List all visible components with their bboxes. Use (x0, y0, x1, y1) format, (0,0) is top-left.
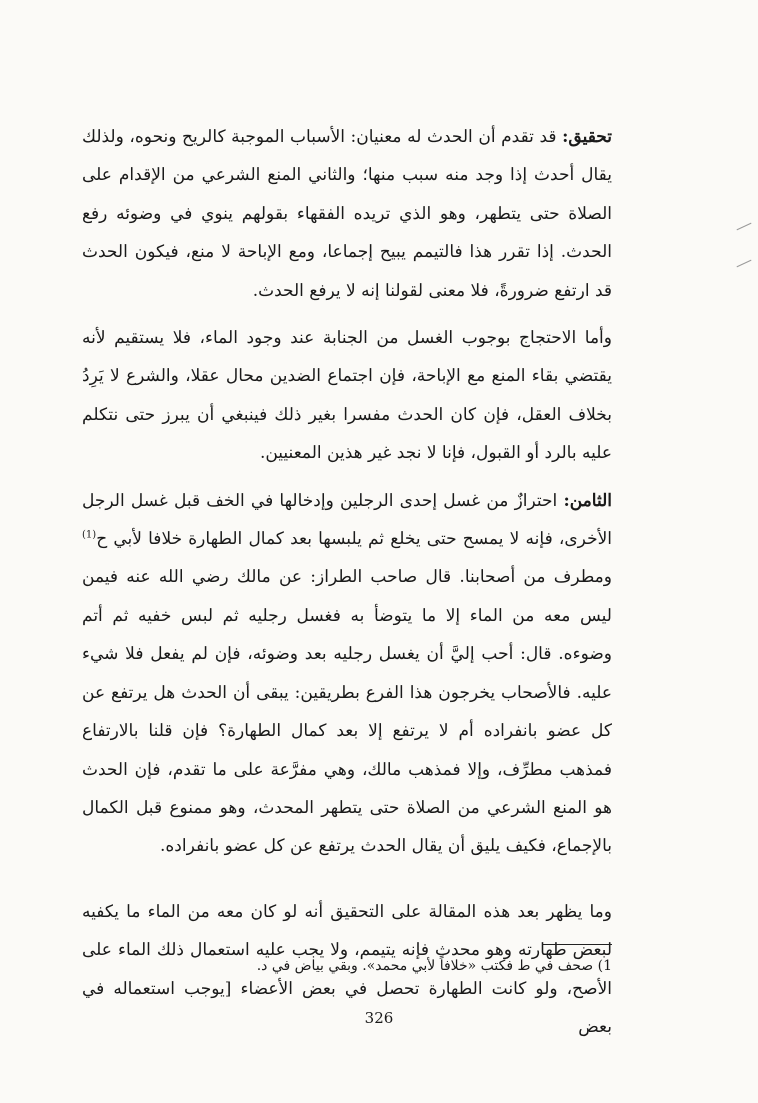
paragraph-text: قد تقدم أن الحدث له معنيان: الأسباب الموجبة كالريح ونحوه، ولذلك يقال أحدث إذا وجد منه سبب منها؛ والثاني المنع الشرعي من الإقدام على الصلاة حتى يتطهر، وهو الذي تريده الفقهاء بقولهم ينوي في وضوئه رفع الحدث. إذا تقرر هذا فالتيمم يبيح إجماعا، ومع الإباحة لا منع، فيكون الحدث قد ارتفع ضرورةً، فلا معنى لقولنا إنه لا يرفع الحدث. (82, 127, 612, 301)
paragraph-lead: تحقيق: (562, 127, 612, 147)
paragraph-text: وما يظهر بعد هذه المقالة على التحقيق أنه لو كان معه من الماء ما يكفيه لبعض طهارته وهو محدث فإنه يتيمم، ولا يجب عليه استعمال ذلك الماء على الأصح، ولو كانت الطهارة تحصل في بعض الأعضاء [يوجب استعماله في بعض (82, 901, 612, 1037)
footnote-divider (542, 944, 612, 945)
page-number: 326 (364, 1009, 394, 1027)
paragraph-text: وأما الاحتجاج بوجوب الغسل من الجنابة عند وجود الماء، فلا يستقيم لأنه يقتضي بقاء المنع مع الإباحة، فإن اجتماع الضدين محال عقلا، والشرع لا يَرِدُ بخلاف العقل، فإن كان الحدث مفسرا بغير ذلك فينبغي أن يبرز حتى نتكلم عليه بالرد أو القبول، فإنا لا نجد غير هذين المعنيين. (82, 328, 612, 464)
scan-mark (737, 260, 752, 268)
paragraph-text: احترازٌ من غسل إحدى الرجلين وإدخالها في الخف قبل غسل الرجل الأخرى، فإنه لا يمسح حتى يخلع ثم يلبسها بعد كمال الطهارة خلافا لأبي ح (82, 490, 612, 550)
paragraph-thamin (82, 482, 612, 866)
footnote: 1) صحف في ط فكتب «خلافاً لأبي محمد». وبقي بياض في د. (256, 958, 612, 974)
scan-mark (737, 223, 752, 231)
paragraph-tahqiq (82, 118, 612, 310)
footnote-reference: (1) (82, 529, 97, 541)
paragraph-ihtijaj (82, 319, 612, 473)
paragraph-text: ومطرف من أصحابنا. قال صاحب الطراز: عن مالك رضي الله عنه فيمن ليس معه من الماء إلا ما يتوضأ به فغسل رجليه ثم لبس خفيه ثم أتم وضوءه. قال: أحب إليَّ أن يغسل رجليه بعد وضوئه، فإن لم يفعل فلا شيء عليه. فالأصحاب يخرجون هذا الفرع بطريقين: يبقى أن الحدث هل يرتفع عن كل عضو بانفراده أم لا يرتفع إلا بعد كمال الطهارة؟ فإن قلنا بالارتفاع فمذهب مطرِّف، وإلا فمذهب مالك، وهي مفرَّعة على ما تقدم، فإن الحدث هو المنع الشرعي من الصلاة حتى يتطهر المحدث، وهو ممنوع قبل الكمال بالإجماع، فكيف يليق أن يقال الحدث يرتفع عن كل عضو بانفراده. (82, 567, 612, 857)
paragraph-lead: الثامن: (563, 490, 612, 511)
page-body (82, 118, 612, 1046)
